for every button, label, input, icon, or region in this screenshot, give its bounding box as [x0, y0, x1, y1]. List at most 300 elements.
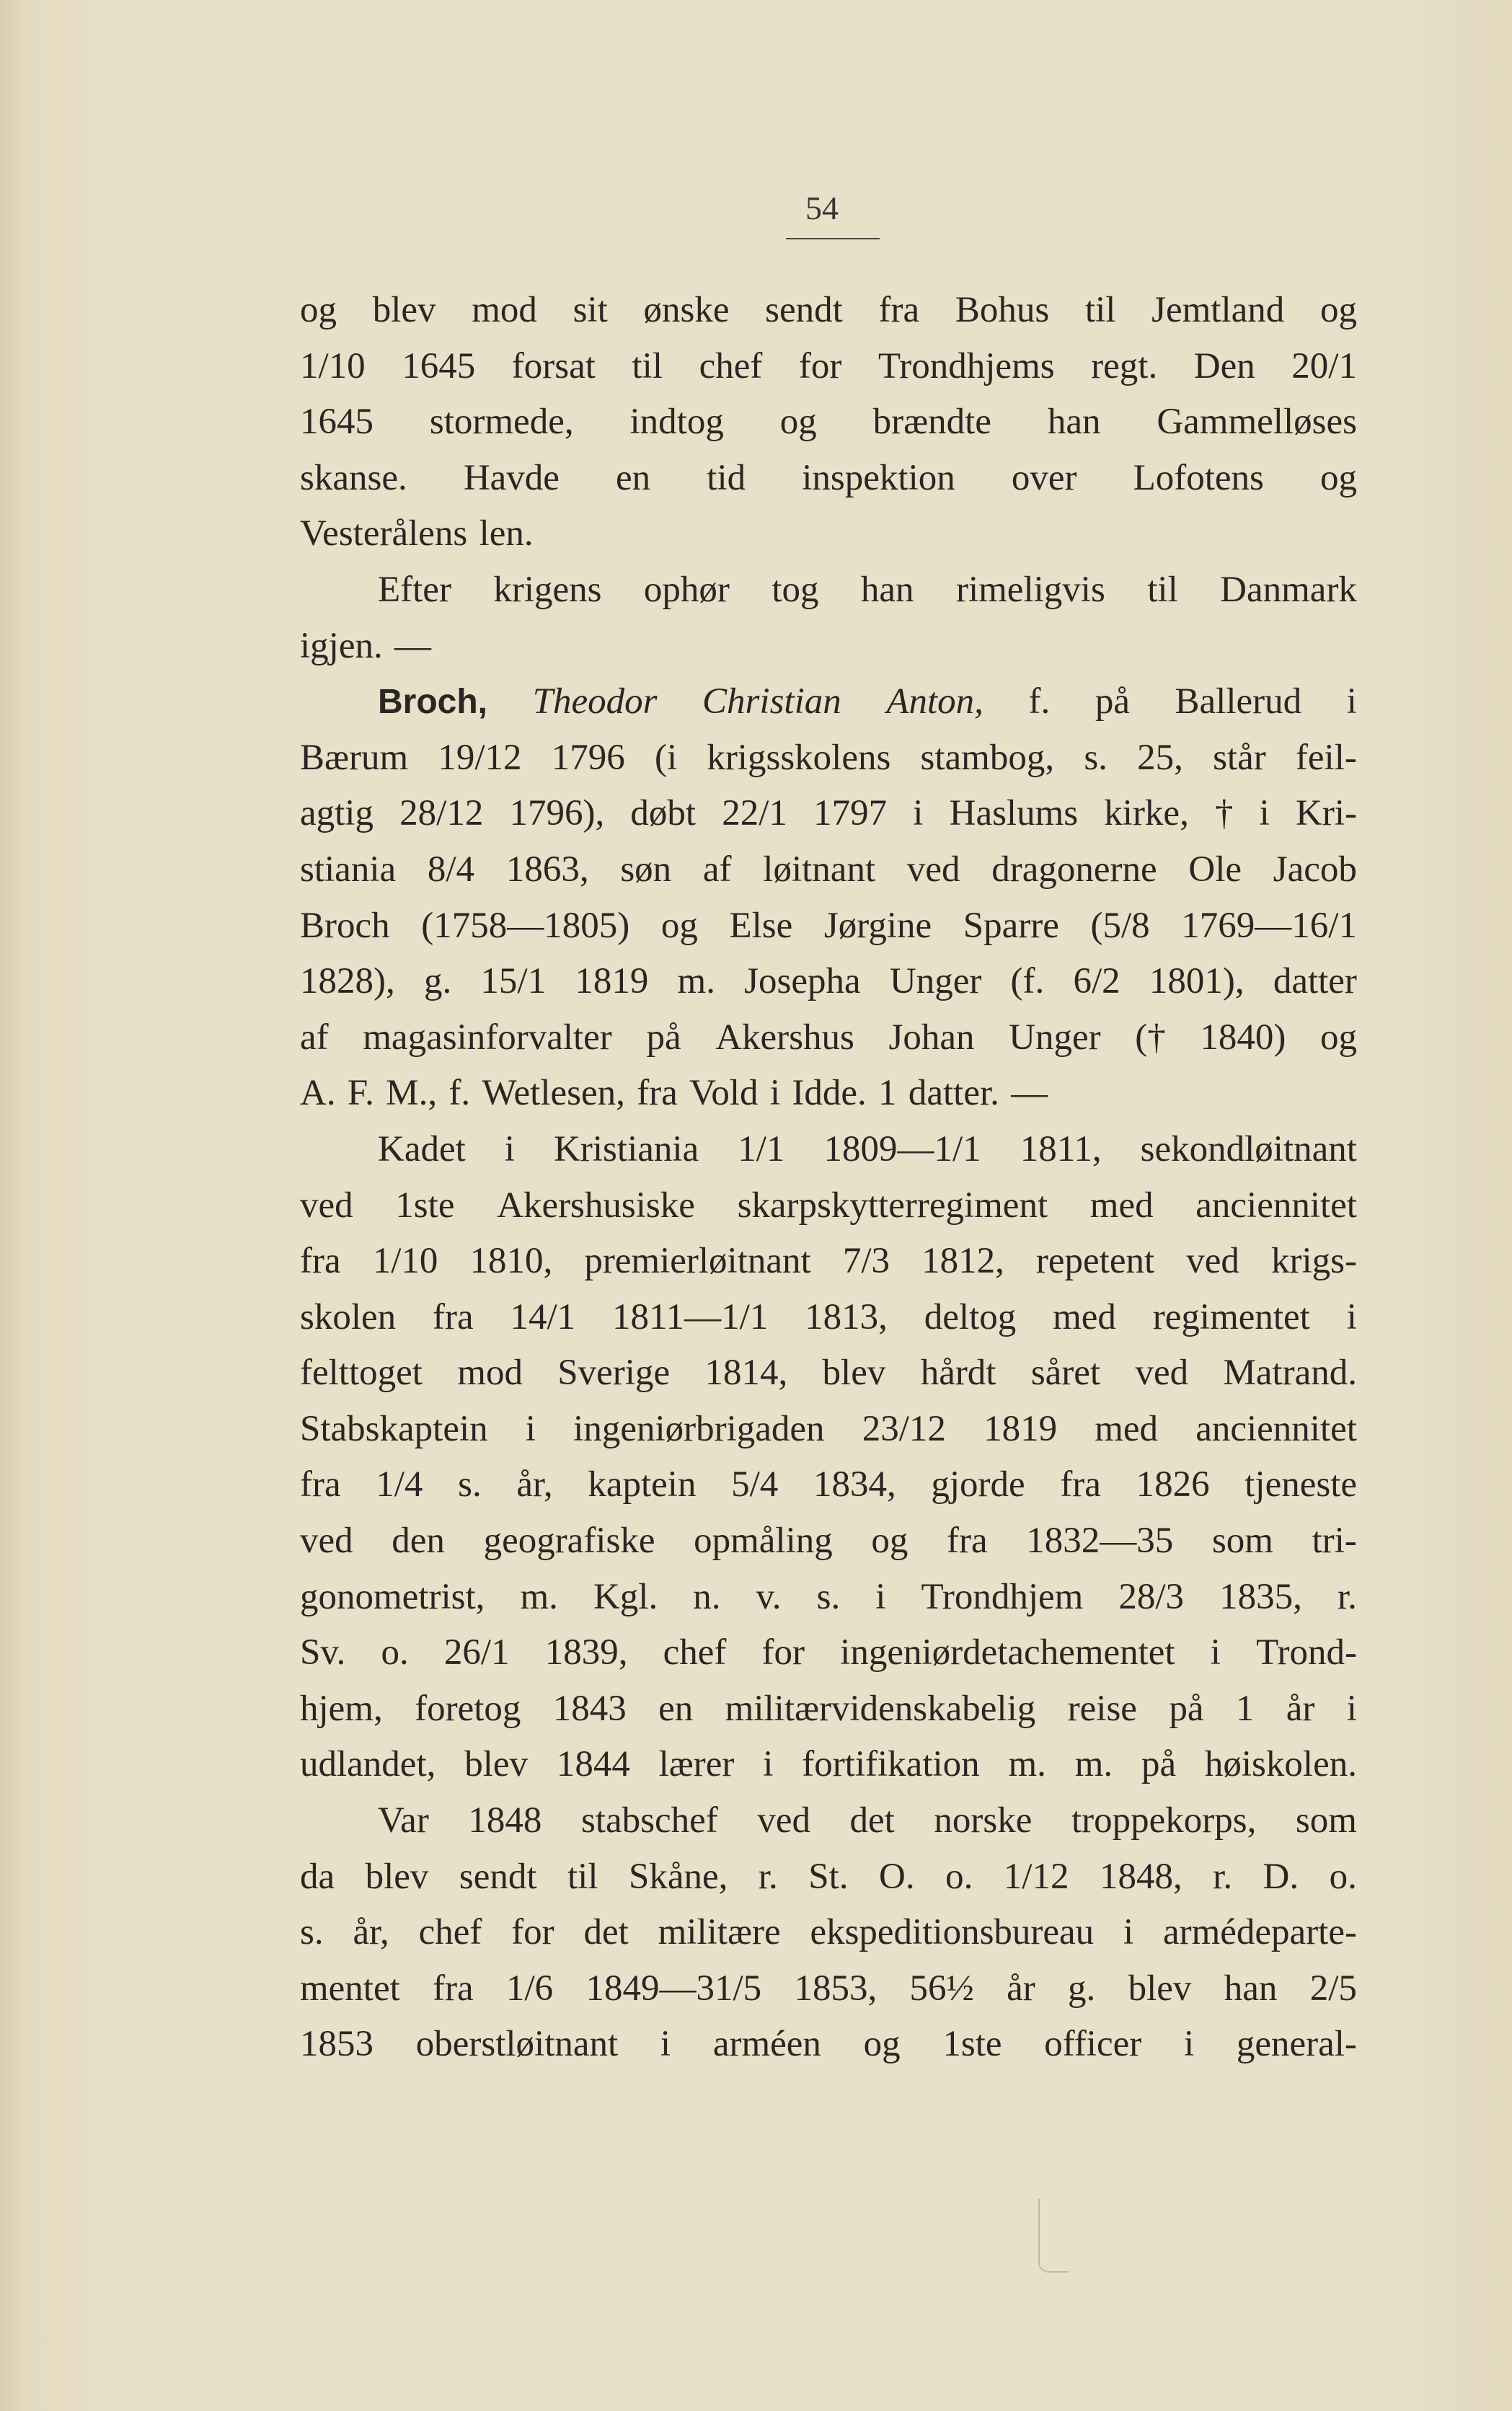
text-word: ved — [300, 1185, 353, 1226]
text-word: sekondløitnant — [1140, 1128, 1357, 1169]
text-word: Gammelløses — [1157, 402, 1357, 443]
text-word: 1/10 — [372, 1241, 438, 1282]
text-word: regimentet — [1152, 1296, 1310, 1337]
text-word: f. — [448, 1073, 471, 1114]
text-word: ved — [1186, 1241, 1239, 1282]
text-word: igjen. — [300, 625, 383, 666]
text-word: 6/2 — [1073, 961, 1120, 1002]
text-word: m. — [1008, 1744, 1046, 1785]
text-word: mod — [457, 1353, 523, 1394]
text-word: sendt — [765, 290, 843, 330]
text-word: Vold — [689, 1073, 759, 1114]
text-word: 1853 — [300, 2024, 373, 2065]
text-word: fra — [433, 1968, 474, 2009]
text-word: som — [1211, 1521, 1273, 1562]
text-line — [300, 506, 1357, 562]
text-word: såret — [1030, 1353, 1101, 1394]
text-word: 1840) — [1200, 1017, 1286, 1058]
text-word: (i — [654, 737, 678, 778]
text-word: 28/3 — [1118, 1576, 1185, 1617]
text-word: s. — [458, 1464, 482, 1505]
page-number: 54 — [805, 190, 839, 226]
text-line — [300, 1457, 1357, 1513]
text-word: — — [1011, 1073, 1048, 1114]
text-word: og — [779, 402, 817, 443]
text-line — [300, 451, 1357, 507]
text-word: 1796 — [551, 737, 625, 778]
text-word: tid — [707, 457, 746, 498]
text-word: Idde. — [792, 1073, 867, 1114]
text-word: o. — [1329, 1856, 1357, 1897]
text-word: på — [1141, 1744, 1177, 1785]
text-line — [300, 1961, 1357, 2017]
text-word: v. — [756, 1576, 782, 1617]
text-word: Theodor — [532, 681, 658, 722]
text-line — [300, 842, 1357, 898]
text-word: 1809—1/1 — [823, 1128, 981, 1169]
text-word: Ole — [1188, 849, 1242, 890]
text-word: 1812, — [921, 1241, 1004, 1282]
text-word: 1796), — [509, 793, 605, 834]
text-word: skanse. — [300, 457, 407, 498]
text-word: på — [1095, 681, 1130, 722]
text-word: 25, — [1137, 737, 1183, 778]
text-word: s. — [300, 1912, 324, 1953]
text-word: 1811—1/1 — [612, 1296, 769, 1337]
text-word: døbt — [630, 793, 697, 834]
text-word: fra — [433, 1296, 474, 1337]
text-word: af — [300, 1017, 329, 1058]
text-word: Johan — [888, 1017, 975, 1058]
text-line — [300, 619, 1357, 675]
text-word: 1/12 — [1003, 1856, 1069, 1897]
text-word: Akershus — [715, 1017, 854, 1058]
text-word: i — [1259, 793, 1270, 834]
text-word: til — [1084, 290, 1116, 330]
text-word: Efter — [378, 569, 451, 610]
text-word: Ballerud — [1175, 681, 1302, 722]
text-line — [300, 730, 1357, 787]
text-word: 1843 — [552, 1688, 627, 1729]
text-word: 1814, — [704, 1353, 788, 1394]
text-word: rimeligvis — [955, 569, 1105, 610]
text-word: general- — [1236, 2024, 1357, 2065]
text-word: Broch — [300, 905, 390, 946]
text-word: Bærum — [300, 737, 409, 778]
text-word: 26/1 — [443, 1632, 510, 1673]
text-word: 1811, — [1020, 1128, 1102, 1169]
text-word: (5/8 — [1090, 905, 1150, 946]
text-word: Kristiania — [554, 1128, 699, 1169]
text-word: chef — [418, 1912, 482, 1953]
text-word: fra — [637, 1073, 678, 1114]
text-word: høiskolen. — [1204, 1744, 1357, 1785]
text-word: 1819 — [983, 1408, 1058, 1449]
text-word: 1769—16/1 — [1181, 905, 1357, 946]
text-word: 1863, — [505, 849, 589, 890]
text-word: sendt — [459, 1856, 537, 1897]
text-word: St. — [808, 1856, 849, 1897]
text-word: for — [761, 1632, 805, 1673]
text-word: 19/12 — [438, 737, 522, 778]
text-word: mod — [472, 290, 537, 330]
text-word: Trondhjem — [921, 1576, 1084, 1617]
text-word: blev — [1128, 1968, 1192, 2009]
text-line — [300, 1010, 1357, 1066]
text-word: oberstløitnant — [415, 2024, 619, 2065]
text-word: indtog — [629, 402, 724, 443]
text-word: i — [525, 1408, 536, 1449]
text-word: år, — [353, 1912, 389, 1953]
text-word: (1758—1805) — [421, 905, 630, 946]
text-word: D. — [1263, 1856, 1299, 1897]
text-word: F. — [347, 1073, 374, 1114]
text-word: 28/12 — [399, 793, 484, 834]
text-line — [300, 562, 1357, 619]
text-word: år — [1007, 1968, 1035, 2009]
text-word: tri- — [1312, 1521, 1357, 1562]
text-line — [300, 1513, 1357, 1570]
text-word: ingeniørdetachementet — [840, 1632, 1175, 1673]
text-word: o. — [945, 1856, 973, 1897]
text-word: blev — [822, 1353, 886, 1394]
text-line — [300, 1345, 1357, 1402]
text-word: premierløitnant — [584, 1241, 811, 1282]
text-line — [300, 954, 1357, 1010]
text-word: fra — [300, 1464, 341, 1505]
text-word: det — [583, 1912, 629, 1953]
text-word: Den — [1193, 345, 1255, 386]
text-line — [300, 1681, 1357, 1738]
text-word: over — [1011, 457, 1077, 498]
text-word: 1813, — [805, 1296, 888, 1337]
text-word: han — [1047, 402, 1101, 443]
text-word: feil- — [1295, 737, 1357, 778]
text-word: 1 — [1235, 1688, 1255, 1729]
text-word: Anton, — [886, 681, 983, 722]
text-line — [300, 339, 1357, 395]
text-word: blev — [372, 290, 436, 330]
text-word: 1ste — [942, 2024, 1002, 2065]
text-word: 1849—31/5 — [585, 1968, 762, 2009]
text-word: Kri- — [1296, 793, 1357, 834]
text-word: Trondhjems — [877, 345, 1055, 386]
text-word: regt. — [1091, 345, 1158, 386]
text-word: stormede, — [429, 402, 574, 443]
text-word: og — [1319, 290, 1357, 330]
text-word: 5/4 — [731, 1464, 779, 1505]
text-word: 1645 — [300, 402, 373, 443]
text-word: Sparre — [963, 905, 1059, 946]
text-word: krigs- — [1270, 1241, 1357, 1282]
text-word: Wetlesen, — [482, 1073, 625, 1114]
text-word: 1848 — [468, 1800, 542, 1841]
text-word: n. — [693, 1576, 721, 1617]
text-word: ingeniørbrigaden — [573, 1408, 825, 1449]
text-word: M., — [386, 1073, 438, 1114]
text-word: ekspeditionsbureau — [810, 1912, 1095, 1953]
text-word: m. — [677, 961, 715, 1002]
text-word: 1835, — [1219, 1576, 1302, 1617]
text-word: foretog — [415, 1688, 521, 1729]
text-line — [300, 1570, 1357, 1626]
text-word: udlandet, — [300, 1744, 436, 1785]
text-word: tjeneste — [1244, 1464, 1357, 1505]
text-word: g. — [423, 961, 452, 1002]
text-word: ved — [757, 1800, 810, 1841]
text-word: 1/6 — [506, 1968, 554, 2009]
text-word: og — [1320, 457, 1357, 498]
text-word: ophør — [643, 569, 730, 610]
text-word: 1832—35 — [1026, 1521, 1174, 1562]
text-word: og — [863, 2024, 901, 2065]
text-word: r. — [1337, 1576, 1357, 1617]
text-word: i — [769, 1073, 781, 1114]
text-word: brændte — [872, 402, 991, 443]
text-word: chef — [663, 1632, 727, 1673]
text-word: da — [300, 1856, 335, 1897]
text-word: chef — [699, 345, 763, 386]
text-word: Josepha — [744, 961, 861, 1002]
text-word: kaptein — [588, 1464, 697, 1505]
text-word: deltog — [924, 1296, 1017, 1337]
text-word: datter. — [908, 1073, 999, 1114]
text-line — [300, 1737, 1357, 1793]
text-word: 1645 — [402, 345, 476, 386]
text-word: 1844 — [556, 1744, 630, 1785]
text-word: det — [849, 1800, 895, 1841]
text-word: repetent — [1035, 1241, 1155, 1282]
text-word: lærer — [658, 1744, 735, 1785]
text-line — [300, 1122, 1357, 1178]
text-word: Lofotens — [1133, 457, 1264, 498]
text-word: Sverige — [557, 1353, 671, 1394]
text-word: Havde — [463, 457, 560, 498]
text-word: reise — [1067, 1688, 1137, 1729]
text-word: krigsskolens — [707, 737, 891, 778]
text-word: Kadet — [378, 1128, 466, 1169]
text-word: 14/1 — [510, 1296, 576, 1337]
text-word: (f. — [1010, 961, 1045, 1002]
text-word: 20/1 — [1291, 345, 1357, 386]
text-word: på — [1169, 1688, 1204, 1729]
text-word: 23/12 — [862, 1408, 946, 1449]
text-word: militære — [658, 1912, 781, 1953]
text-word: en — [658, 1688, 694, 1729]
text-line — [300, 394, 1357, 451]
text-word: af — [702, 849, 732, 890]
text-word: 1/10 — [300, 345, 366, 386]
text-word: hjem, — [300, 1688, 383, 1729]
text-word: og — [1319, 1017, 1357, 1058]
text-word: Jørgine — [823, 905, 932, 946]
text-word: Stabskaptein — [300, 1408, 488, 1449]
text-word: m. — [520, 1576, 558, 1617]
text-word: 7/3 — [842, 1241, 890, 1282]
text-word: 1801), — [1149, 961, 1244, 1002]
text-word: i — [660, 2024, 671, 2065]
text-word: blev — [464, 1744, 528, 1785]
text-word: † — [1215, 793, 1234, 834]
text-line — [300, 1793, 1357, 1849]
text-line — [300, 1178, 1357, 1234]
text-word: Sv. — [300, 1632, 346, 1673]
text-word: o. — [381, 1632, 409, 1673]
text-word: han — [860, 569, 914, 610]
text-word: 1826 — [1136, 1464, 1210, 1505]
text-word: 22/1 — [722, 793, 787, 834]
text-word: i — [1183, 2024, 1195, 2065]
text-word: datter — [1273, 961, 1357, 1002]
text-word: Danmark — [1220, 569, 1357, 610]
text-word: 1834, — [813, 1464, 896, 1505]
text-line — [300, 898, 1357, 955]
text-word: til — [632, 345, 663, 386]
text-word: kirke, — [1104, 793, 1189, 834]
text-word: Christian — [702, 681, 841, 722]
text-word: fra — [947, 1521, 988, 1562]
text-word: krigens — [493, 569, 602, 610]
text-word: sit — [572, 290, 608, 330]
text-word: i — [1210, 1632, 1221, 1673]
text-word: Trond- — [1256, 1632, 1357, 1673]
text-word: agtig — [300, 793, 373, 834]
text-word: 15/1 — [480, 961, 547, 1002]
text-word: blev — [365, 1856, 429, 1897]
text-word: som — [1295, 1800, 1357, 1841]
text-word: og — [300, 290, 337, 330]
text-word: 56½ — [909, 1968, 974, 2009]
text-word: inspektion — [802, 457, 955, 498]
text-word: A. — [300, 1073, 336, 1114]
text-word: med — [1089, 1185, 1154, 1226]
text-word: ved — [906, 849, 960, 890]
text-word: 1ste — [395, 1185, 455, 1226]
text-word: stabschef — [580, 1800, 718, 1841]
text-line — [300, 283, 1357, 339]
text-word: i — [763, 1744, 774, 1785]
text-word: forsat — [511, 345, 596, 386]
page-corner-mark — [1038, 2199, 1069, 2273]
text-word: 2/5 — [1309, 1968, 1357, 2009]
text-word: fra — [878, 290, 920, 330]
text-word: († — [1135, 1017, 1166, 1058]
text-word: norske — [934, 1800, 1033, 1841]
text-word: han — [1224, 1968, 1278, 2009]
text-line — [300, 1402, 1357, 1458]
text-word: s. — [1084, 737, 1108, 778]
text-line — [300, 1066, 1357, 1122]
text-word: anciennitet — [1195, 1408, 1357, 1449]
text-word: Jemtland — [1151, 290, 1285, 330]
text-word: år, — [516, 1464, 553, 1505]
text-word: Unger — [889, 961, 982, 1002]
text-line — [300, 2017, 1357, 2073]
text-word: armédeparte- — [1163, 1912, 1357, 1953]
text-word: 1839, — [544, 1632, 628, 1673]
text-line — [300, 674, 1357, 730]
text-word: Jacob — [1273, 849, 1357, 890]
text-word: 8/4 — [427, 849, 475, 890]
text-word: f. — [1028, 681, 1051, 722]
text-word: s. — [816, 1576, 841, 1617]
text-word: stiania — [300, 849, 397, 890]
text-word: løitnant — [763, 849, 876, 890]
text-word: for — [798, 345, 842, 386]
text-word: Broch, — [378, 683, 488, 722]
text-word: dragonerne — [991, 849, 1157, 890]
text-word: Matrand. — [1223, 1353, 1357, 1394]
text-word: ved — [1135, 1353, 1189, 1394]
text-word: arméen — [712, 2024, 821, 2065]
text-word: felttoget — [300, 1353, 423, 1394]
text-word: i — [504, 1128, 516, 1169]
text-word: gjorde — [931, 1464, 1025, 1505]
text-word: for — [511, 1912, 554, 1953]
text-word: til — [1147, 569, 1178, 610]
text-word: O. — [879, 1856, 915, 1897]
text-word: opmåling — [694, 1521, 833, 1562]
text-line — [300, 1625, 1357, 1681]
text-word: — — [394, 625, 432, 666]
text-word: g. — [1068, 1968, 1096, 2009]
text-word: anciennitet — [1195, 1185, 1357, 1226]
text-word: og — [871, 1521, 908, 1562]
text-word: m. — [1074, 1744, 1113, 1785]
text-word: Akershusiske — [497, 1185, 695, 1226]
text-word: på — [646, 1017, 681, 1058]
text-word: 1828), — [300, 961, 395, 1002]
text-word: Unger — [1009, 1017, 1101, 1058]
text-word: med — [1095, 1408, 1159, 1449]
text-word: tog — [772, 569, 819, 610]
text-word: Vesterålens — [300, 513, 468, 554]
text-word: står — [1213, 737, 1266, 778]
text-word: og — [660, 905, 698, 946]
text-word: Kgl. — [593, 1576, 658, 1617]
text-word: Bohus — [955, 290, 1050, 330]
text-word: Skåne, — [629, 1856, 728, 1897]
text-word: troppekorps, — [1071, 1800, 1257, 1841]
text-word: søn — [620, 849, 672, 890]
text-word: 1/4 — [376, 1464, 423, 1505]
text-word: r. — [758, 1856, 778, 1897]
text-word: år — [1286, 1688, 1315, 1729]
text-word: 1 — [878, 1073, 897, 1114]
page-number-rule — [786, 238, 880, 239]
text-word: i — [1123, 1912, 1134, 1953]
text-word: magasinforvalter — [363, 1017, 612, 1058]
text-word: ved — [300, 1521, 353, 1562]
text-line — [300, 1849, 1357, 1906]
text-word: den — [392, 1521, 445, 1562]
text-word: r. — [1213, 1856, 1233, 1897]
text-word: militærvidenskabelig — [725, 1688, 1036, 1729]
text-word: stambog, — [920, 737, 1055, 778]
text-word: ønske — [643, 290, 730, 330]
text-line — [300, 1234, 1357, 1290]
text-word: i — [1346, 1688, 1357, 1729]
text-word: fortifikation — [802, 1744, 980, 1785]
text-word: til — [567, 1856, 598, 1897]
text-word: 1848, — [1099, 1856, 1182, 1897]
text-word: Haslums — [949, 793, 1079, 834]
text-word: 1810, — [469, 1241, 553, 1282]
text-word: Var — [378, 1800, 429, 1841]
text-word: fra — [1060, 1464, 1101, 1505]
text-word: i — [913, 793, 924, 834]
text-word: en — [616, 457, 651, 498]
